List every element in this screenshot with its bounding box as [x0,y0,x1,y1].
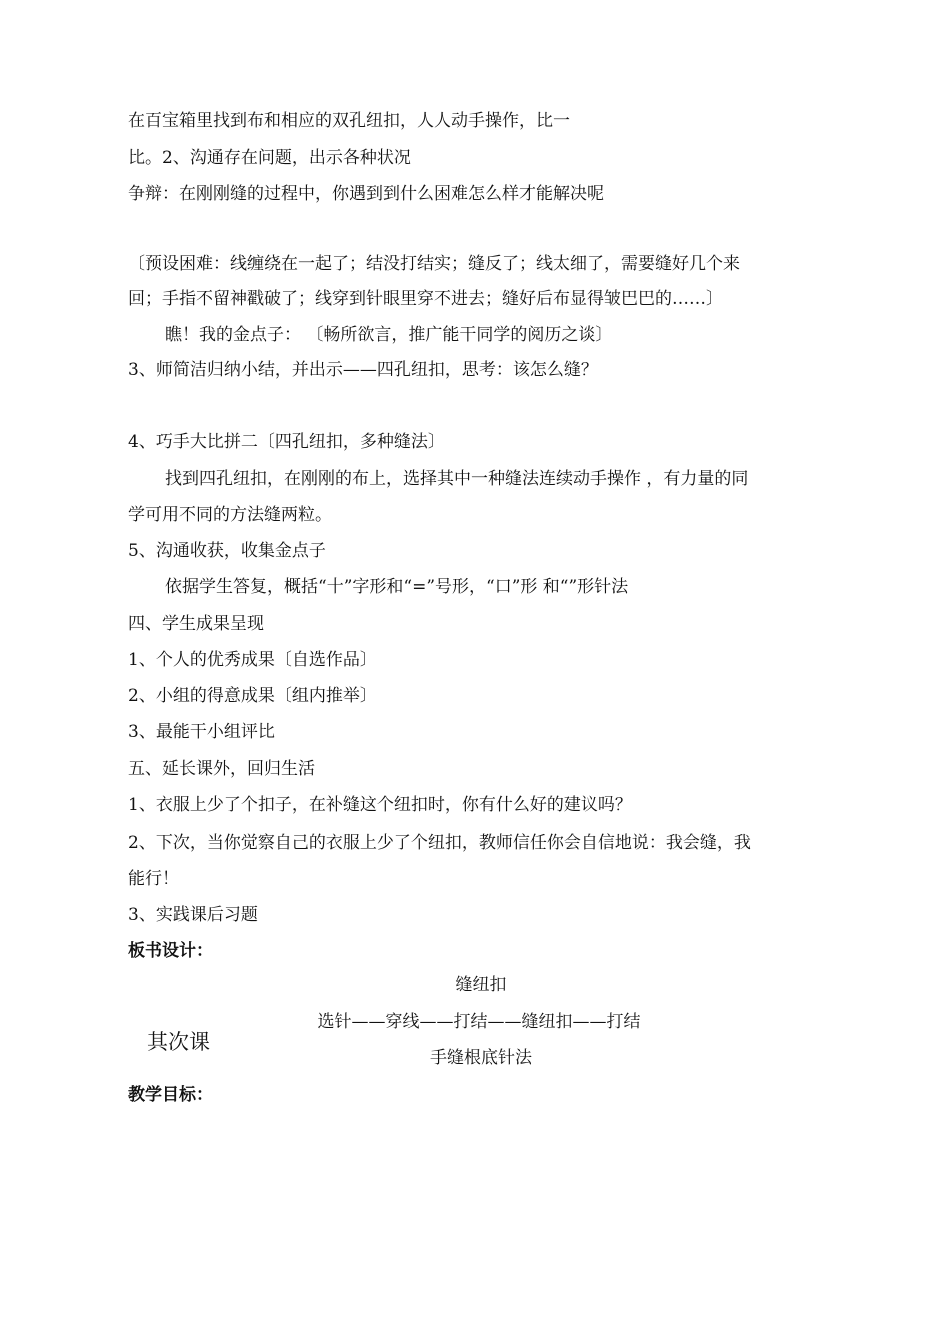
paragraph-9: 找到四孔纽扣，在刚刚的布上，选择其中一种缝法连续动手操作 ，有力量的同 [165,469,749,489]
board-steps: 选针——穿线——打结——缝纽扣——打结 [317,1012,641,1032]
paragraph-6: 瞧！我的金点子： 〔畅所欲言，推广能干同学的阅历之谈〕 [165,325,613,345]
paragraph-19: 2、下次，当你觉察自己的衣服上少了个纽扣，教师信任你会自信地说：我会缝，我 [128,833,751,853]
paragraph-11: 5、沟通收获，收集金点子 [128,541,326,561]
paragraph-20: 能行！ [128,869,179,889]
paragraph-2: 比。2、沟通存在问题，出示各种状况 [128,148,411,168]
paragraph-14: 1、个人的优秀成果〔自选作品〕 [128,650,377,670]
paragraph-4: 〔预设困难：线缠绕在一起了；结没打结实；缝反了；线太细了，需要缝好几个来 [128,254,740,274]
paragraph-1: 在百宝箱里找到布和相应的双孔纽扣，人人动手操作，比一 [128,111,570,131]
paragraph-15: 2、小组的得意成果〔组内推举〕 [128,686,377,706]
board-method: 手缝根底针法 [430,1048,532,1068]
paragraph-5: 回；手指不留神戳破了；线穿到针眼里穿不进去；缝好后布显得皱巴巴的……〕 [128,289,723,309]
paragraph-21: 3、实践课后习题 [128,905,258,925]
paragraph-10: 学可用不同的方法缝两粒。 [128,505,332,525]
paragraph-18: 1、衣服上少了个扣子，在补缝这个纽扣时，你有什么好的建议吗？ [128,795,632,815]
objectives-heading: 教学目标： [128,1085,213,1105]
next-lesson-heading: 其次课 [147,1030,210,1054]
board-title: 缝纽扣 [455,975,507,995]
paragraph-12: 依据学生答复，概括“十”字形和“=”号形，“口”形 和“”形针法 [165,577,629,597]
paragraph-16: 3、最能干小组评比 [128,722,275,742]
board-design-heading: 板书设计： [128,941,213,961]
paragraph-8: 4、巧手大比拼二〔四孔纽扣，多种缝法〕 [128,432,445,452]
paragraph-13: 四、学生成果呈现 [128,614,264,634]
paragraph-7: 3、师简洁归纳小结，并出示——四孔纽扣，思考：该怎么缝？ [128,360,598,380]
paragraph-17: 五、延长课外，回归生活 [128,759,315,779]
paragraph-3: 争辩：在刚刚缝的过程中，你遇到到什么困难怎么样才能解决呢 [128,184,604,204]
